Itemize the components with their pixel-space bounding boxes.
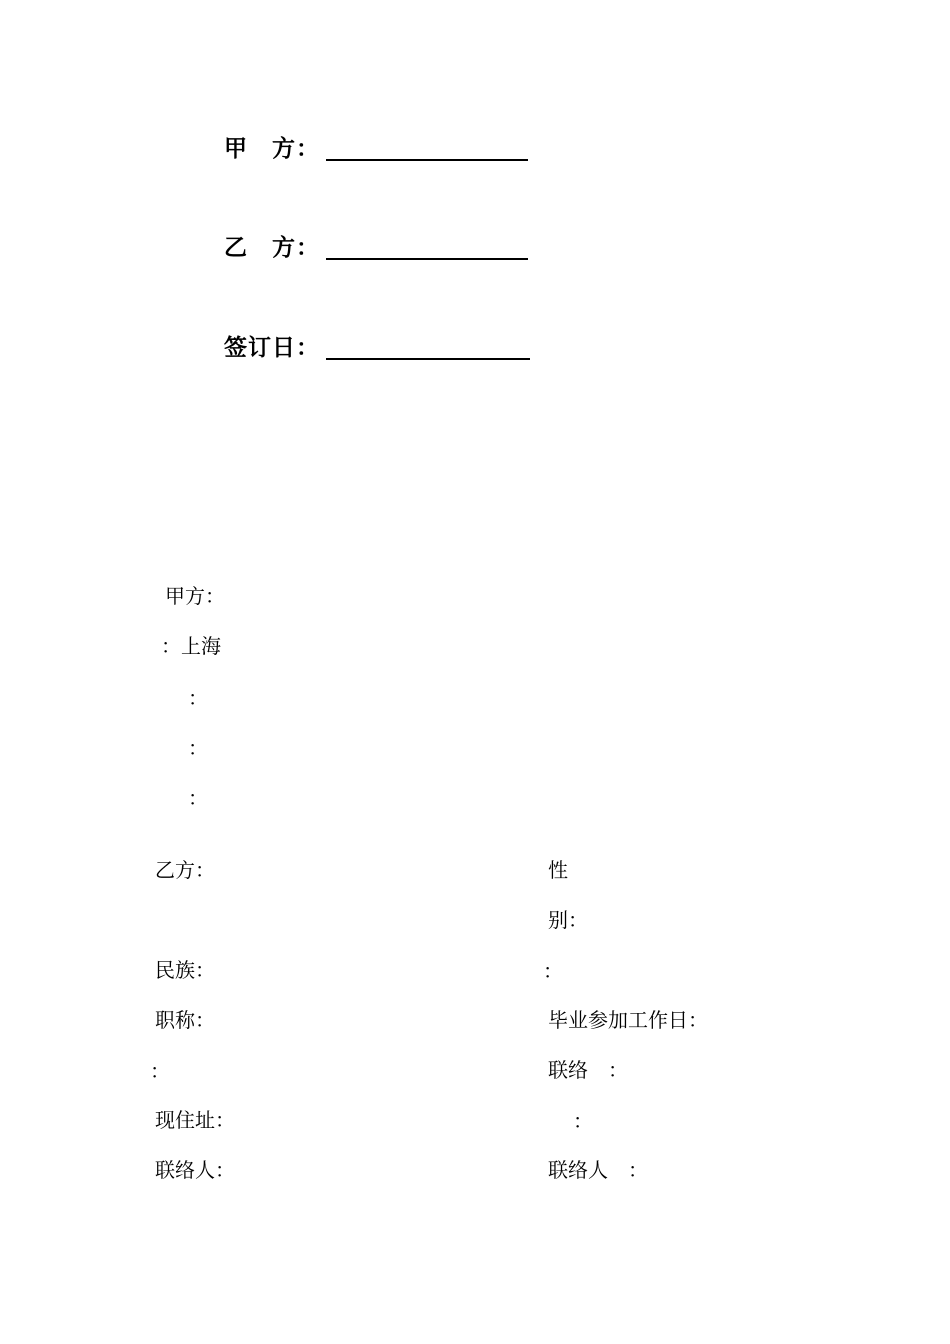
- party-a-field-colon-2: ：: [188, 736, 208, 760]
- sign-date-label: 签订日：: [224, 335, 320, 361]
- contact-person-right-label: 联络人 ：: [548, 1158, 648, 1182]
- contact-label: 联络 ：: [548, 1058, 628, 1082]
- sign-date-line: [326, 358, 530, 360]
- party-a-field-colon-3: ：: [188, 786, 208, 810]
- party-b-cover-label: 乙 方：: [224, 235, 320, 261]
- ethnicity-label: 民族：: [155, 958, 215, 982]
- gender-label-bottom: 别：: [548, 908, 588, 932]
- party-a-signature-line: [326, 159, 528, 161]
- title-label: 职称：: [155, 1008, 215, 1032]
- gender-label-top: 性: [548, 858, 568, 882]
- right-field-colon-2: ：: [573, 1109, 593, 1133]
- contact-person-label: 联络人：: [155, 1158, 235, 1182]
- party-a-heading: 甲方：: [165, 584, 225, 608]
- party-a-field-colon-1: ：: [188, 686, 208, 710]
- left-field-colon: ：: [150, 1059, 170, 1083]
- address-label: 现住址：: [155, 1108, 235, 1132]
- party-b-signature-line: [326, 258, 528, 260]
- work-start-date-label: 毕业参加工作日：: [548, 1008, 708, 1032]
- right-field-colon: ：: [543, 959, 563, 983]
- party-a-address: ：上海: [161, 634, 221, 658]
- party-b-heading: 乙方：: [155, 858, 215, 882]
- party-a-cover-label: 甲 方：: [224, 136, 320, 162]
